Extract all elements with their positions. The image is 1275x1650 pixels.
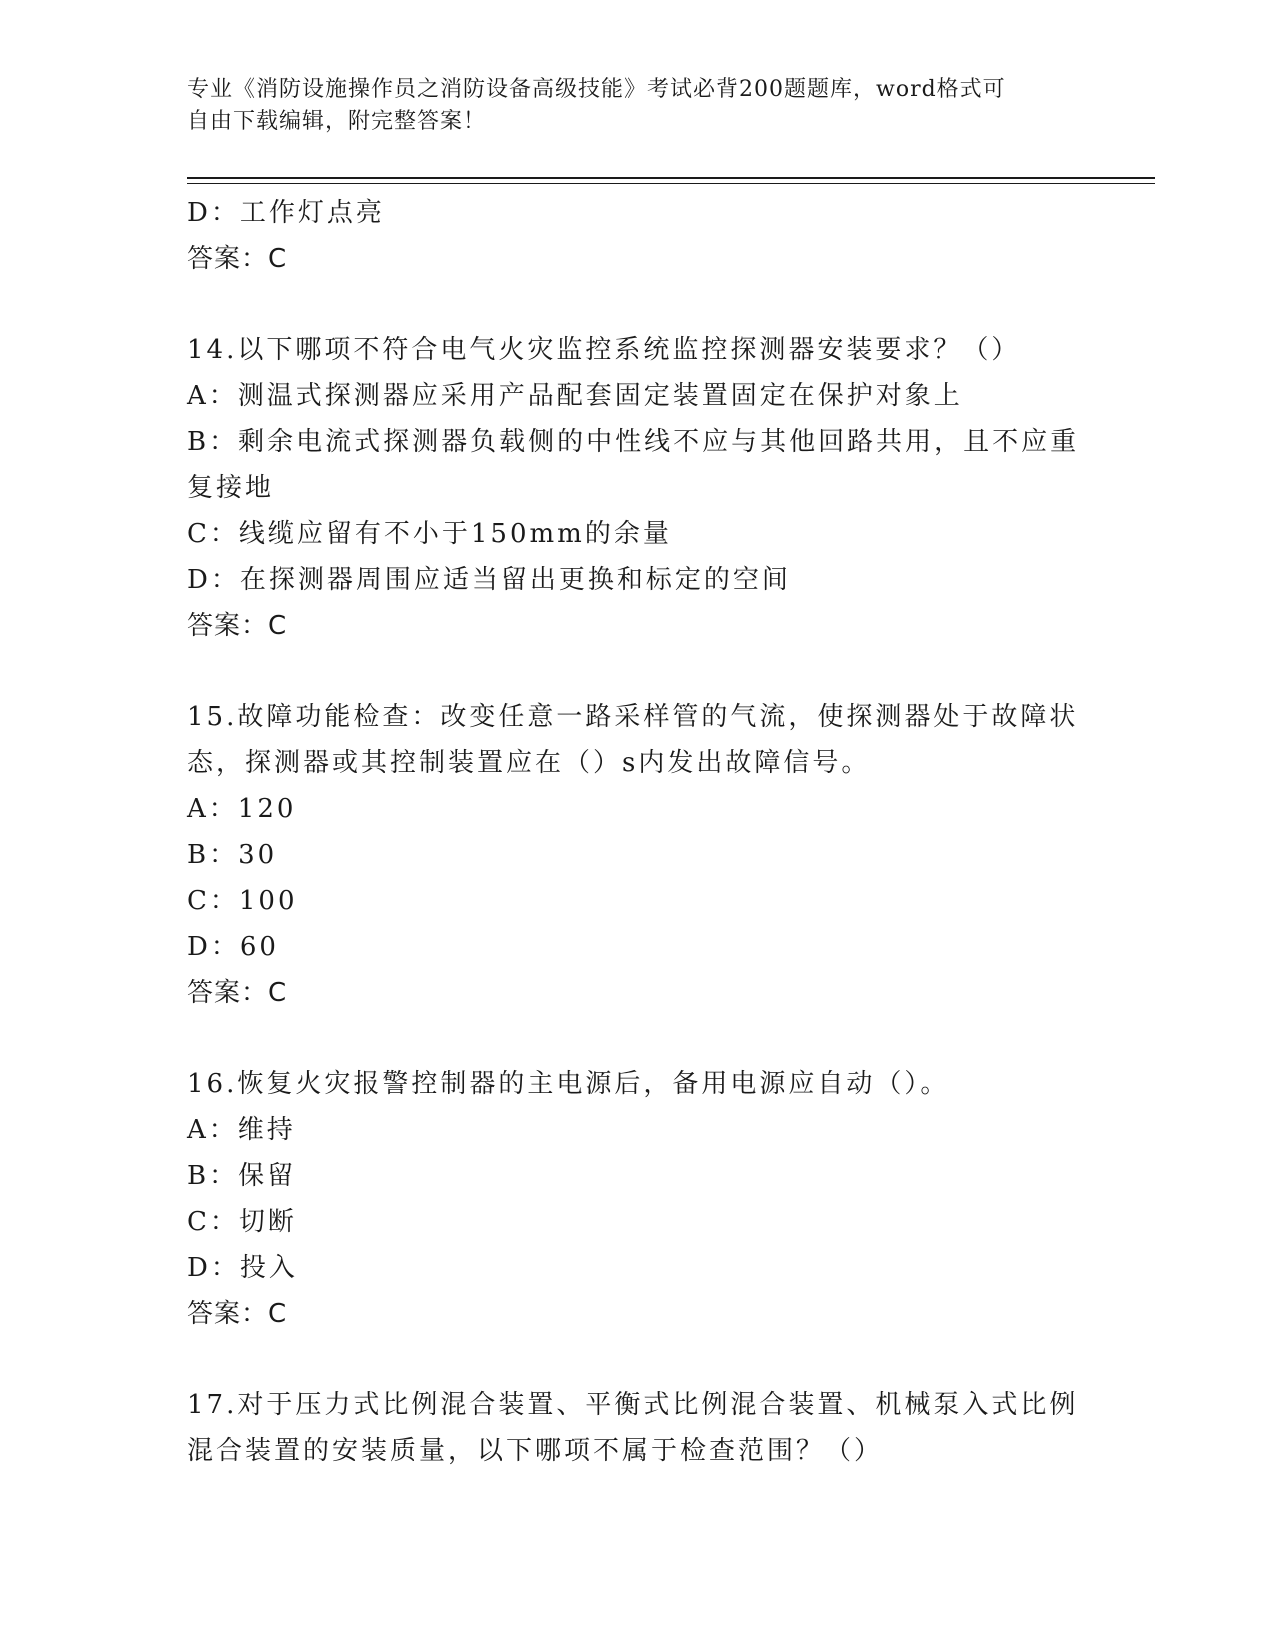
question-15 (187, 694, 1087, 1016)
option-c: C：线缆应留有不小于150mm的余量 (187, 519, 672, 549)
question-16 (187, 1061, 1087, 1337)
question-stem: 14.以下哪项不符合电气火灾监控系统监控探测器安装要求？（） (187, 335, 1021, 365)
option-b: B：剩余电流式探测器负载侧的中性线不应与其他回路共用，且不应重 (187, 427, 1080, 457)
question-list (187, 190, 1087, 1474)
question-17 (187, 1382, 1087, 1474)
header-line-2: 自由下载编辑，附完整答案！ (187, 109, 487, 134)
question-stem: 15.故障功能检查：改变任意一路采样管的气流，使探测器处于故障状 (187, 702, 1079, 732)
option-d: D：60 (187, 932, 279, 962)
answer-line: 答案：C (187, 244, 288, 274)
option-b-continued: 复接地 (187, 473, 275, 503)
question-stem: 16.恢复火灾报警控制器的主电源后，备用电源应自动（）。 (187, 1069, 950, 1099)
question-stem: 17.对于压力式比例混合装置、平衡式比例混合装置、机械泵入式比例 (187, 1390, 1079, 1420)
answer-line: 答案：C (187, 978, 288, 1008)
header-divider-thin (187, 183, 1155, 184)
option-d: D：在探测器周围应适当留出更换和标定的空间 (187, 565, 791, 595)
option-a: A：维持 (187, 1115, 296, 1145)
header-line-1: 专业《消防设施操作员之消防设备高级技能》考试必背200题题库，word格式可 (187, 77, 1006, 102)
question-14 (187, 327, 1087, 649)
option-c: C：切断 (187, 1207, 297, 1237)
answer-line: 答案：C (187, 1299, 288, 1329)
question-stem-continued: 混合装置的安装质量，以下哪项不属于检查范围？（） (187, 1436, 884, 1466)
option-a: A：120 (187, 794, 297, 824)
option-d: D：工作灯点亮 (187, 198, 385, 228)
header-divider-thick (187, 177, 1155, 179)
option-b: B：30 (187, 840, 278, 870)
option-a: A：测温式探测器应采用产品配套固定装置固定在保护对象上 (187, 381, 963, 411)
document-header (187, 74, 1087, 138)
option-d: D：投入 (187, 1253, 298, 1283)
question-stem-continued: 态，探测器或其控制装置应在（）s内发出故障信号。 (187, 748, 871, 778)
answer-line: 答案：C (187, 611, 288, 641)
option-b: B：保留 (187, 1161, 297, 1191)
option-c: C：100 (187, 886, 298, 916)
previous-question-tail (187, 190, 1087, 282)
